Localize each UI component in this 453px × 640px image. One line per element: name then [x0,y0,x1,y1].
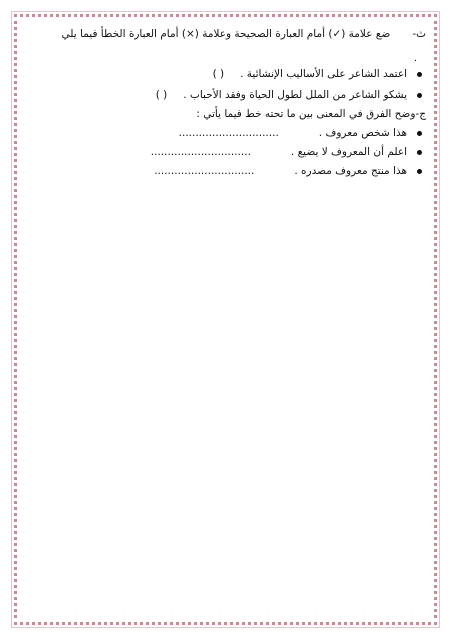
meaning-text: هذا منتج معروف مصدره . [294,165,407,177]
meaning-item [179,127,422,140]
true-false-item [156,89,422,102]
meaning-text: هذا شخص معروف . [318,127,407,139]
statement-text: يشكو الشاعر من الملل لطول الحياة وفقد الأحباب . [183,89,407,101]
page-border [14,14,437,625]
question-instruction: ضع علامة (✓) أمام العبارة الصحيحة وعلامة (×) أمام العبارة الخطأ فيما يلي [61,28,391,40]
question-label: ث- [412,28,426,40]
answer-line[interactable]: .............................. [154,165,255,177]
bullet-icon [417,72,422,77]
answer-box[interactable]: ( ) [155,89,168,101]
meaning-item [151,146,422,159]
answer-line[interactable]: .............................. [150,146,251,158]
bullet-icon [417,93,422,98]
sub-question-heading: ج-وضح الفرق في المعنى بين ما تحته خط فيما يأتي : [196,108,426,120]
bullet-icon [417,150,422,155]
statement-text: اعتمد الشاعر على الأساليب الإنشائية . [240,68,407,80]
answer-line[interactable]: .............................. [178,127,279,139]
true-false-item [213,68,422,81]
meaning-item [154,165,422,178]
question-heading [62,28,426,41]
meaning-text: اعلم أن المعروف لا يضيع . [290,146,407,158]
stray-dot: . [413,53,417,64]
bullet-icon [417,169,422,174]
bullet-icon [417,131,422,136]
answer-box[interactable]: ( ) [212,68,225,80]
